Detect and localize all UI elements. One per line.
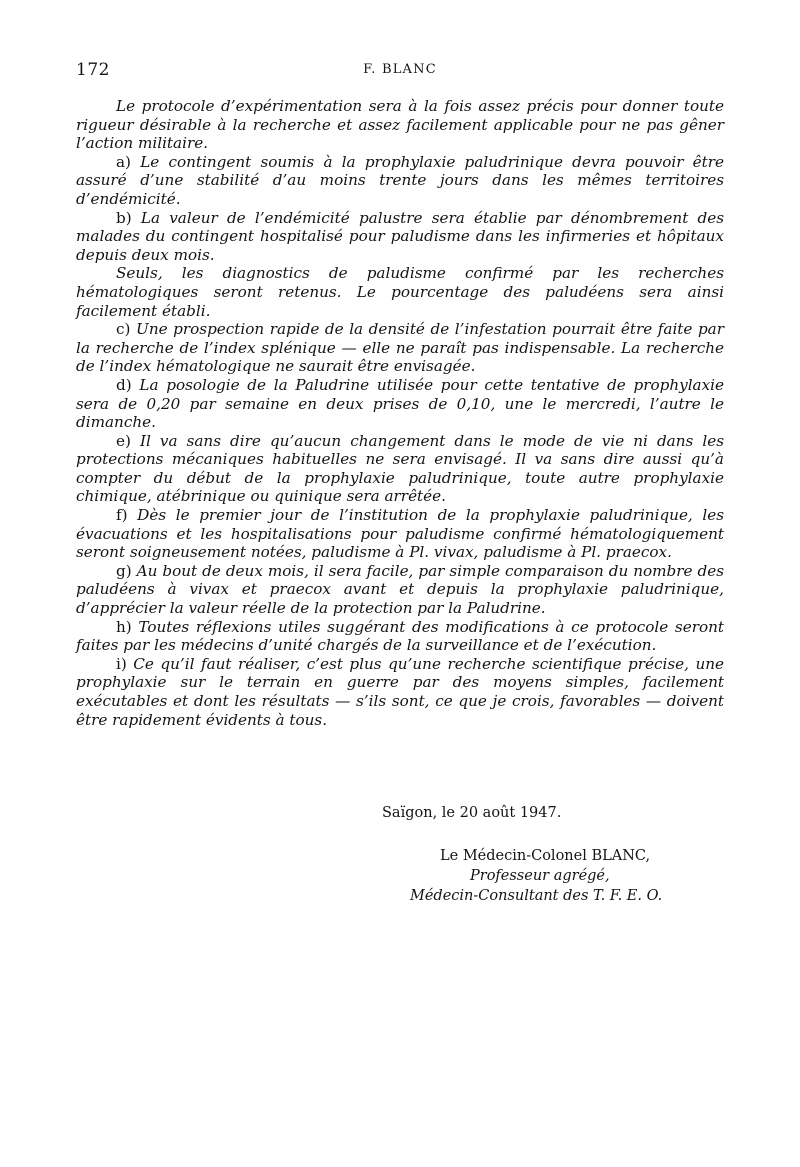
item-text: Une prospection rapide de la densité de l’infestation pourrait être faite par la recherche de l’index splénique — elle ne paraît pas indispensable. La recherche de l’index hématologique ne saurait être envisagée. — [76, 320, 724, 376]
signature-block — [410, 846, 710, 906]
item-letter: a) — [116, 152, 131, 171]
paragraph-b — [76, 209, 724, 265]
body-text — [76, 97, 724, 729]
item-text: Il va sans dire qu’aucun changement dans le mode de vie ni dans les protections mécaniques habituelles ne sera envisagé. Il va sans dire aussi qu’à compter du début de la prophylaxie paludrinique, toute autre prophylaxie chimique, atébrinique ou quinique sera arrêtée. — [76, 431, 724, 506]
item-text: Ce qu’il faut réaliser, c’est plus qu’une recherche scientifique précise, une prophylaxie sur le terrain en guerre par des moyens simples, facilement exécutables et dont les résultats — s’ils sont, ce que je crois, favorables — doivent être rapidement évidents à tous. — [76, 654, 724, 729]
page-number: 172 — [76, 60, 110, 80]
signature-title: Le Médecin-Colonel BLANC, — [440, 848, 651, 864]
paragraph-a — [76, 153, 724, 209]
item-text: La valeur de l’endémicité palustre sera établie par dénombrement des malades du contingent hospitalisé pour paludisme dans les infirmeries et hôpitaux depuis deux mois. — [76, 208, 725, 264]
signature-date-line: Saïgon, le 20 août 1947. — [382, 805, 562, 821]
item-letter: b) — [116, 208, 132, 227]
item-text: Toutes réflexions utiles suggérant des modifications à ce protocole seront faites par les médecins d’unité chargés de la surveillance et de l’exécution. — [76, 617, 725, 655]
item-letter: e) — [116, 431, 131, 450]
intro-paragraph: Le protocole d’expérimentation sera à la fois assez précis pour donner toute rigueur désirable à la recherche et assez facilement applicable pour ne pas gêner l’action militaire. — [76, 97, 724, 153]
item-letter: d) — [116, 375, 132, 394]
item-text: Seuls, les diagnostics de paludisme confirmé par les recherches hématologiques seront retenus. Le pourcentage des paludéens sera ainsi facilement établi. — [76, 264, 724, 320]
signature-role: Médecin-Consultant des T. F. E. O. — [410, 888, 663, 904]
paragraph-f — [76, 506, 724, 562]
item-text: Le contingent soumis à la prophylaxie paludrinique devra pouvoir être assuré d’une stabilité d’au moins trente jours dans les mêmes territoires d’endémicité. — [76, 152, 724, 208]
paragraph-g — [76, 562, 724, 618]
item-letter: i) — [116, 654, 127, 673]
paragraph-c — [76, 320, 724, 376]
paragraph-h — [76, 618, 724, 655]
item-letter: f) — [116, 506, 128, 525]
page-header — [76, 60, 724, 84]
item-letter: c) — [116, 320, 131, 339]
item-letter: h) — [116, 617, 132, 636]
signature-rank: Professeur agrégé, — [470, 868, 610, 884]
item-text: La posologie de la Paludrine utilisée pour cette tentative de prophylaxie sera de 0,20 par semaine en deux prises de 0,10, une le mercredi, l’autre le dimanche. — [76, 375, 725, 432]
paragraph-b-cont — [76, 264, 724, 320]
paragraph-i — [76, 655, 724, 729]
item-text: Dès le premier jour de l’institution de la prophylaxie paludrinique, les évacuations et les hospitalisations pour paludisme confirmé hématologiquement seront soigneusement notées, paludisme à Pl. vivax, paludisme à Pl. praecox. — [76, 506, 725, 562]
paragraph-d — [76, 376, 724, 432]
item-letter: g) — [116, 561, 132, 580]
running-head: F. BLANC — [363, 62, 437, 77]
paragraph-e — [76, 432, 724, 506]
item-text: Au bout de deux mois, il sera facile, par simple comparaison du nombre des paludéens à vivax et praecox avant et depuis la prophylaxie paludrinique, d’apprécier la valeur réelle de la protection par la Paludrine. — [76, 561, 724, 618]
